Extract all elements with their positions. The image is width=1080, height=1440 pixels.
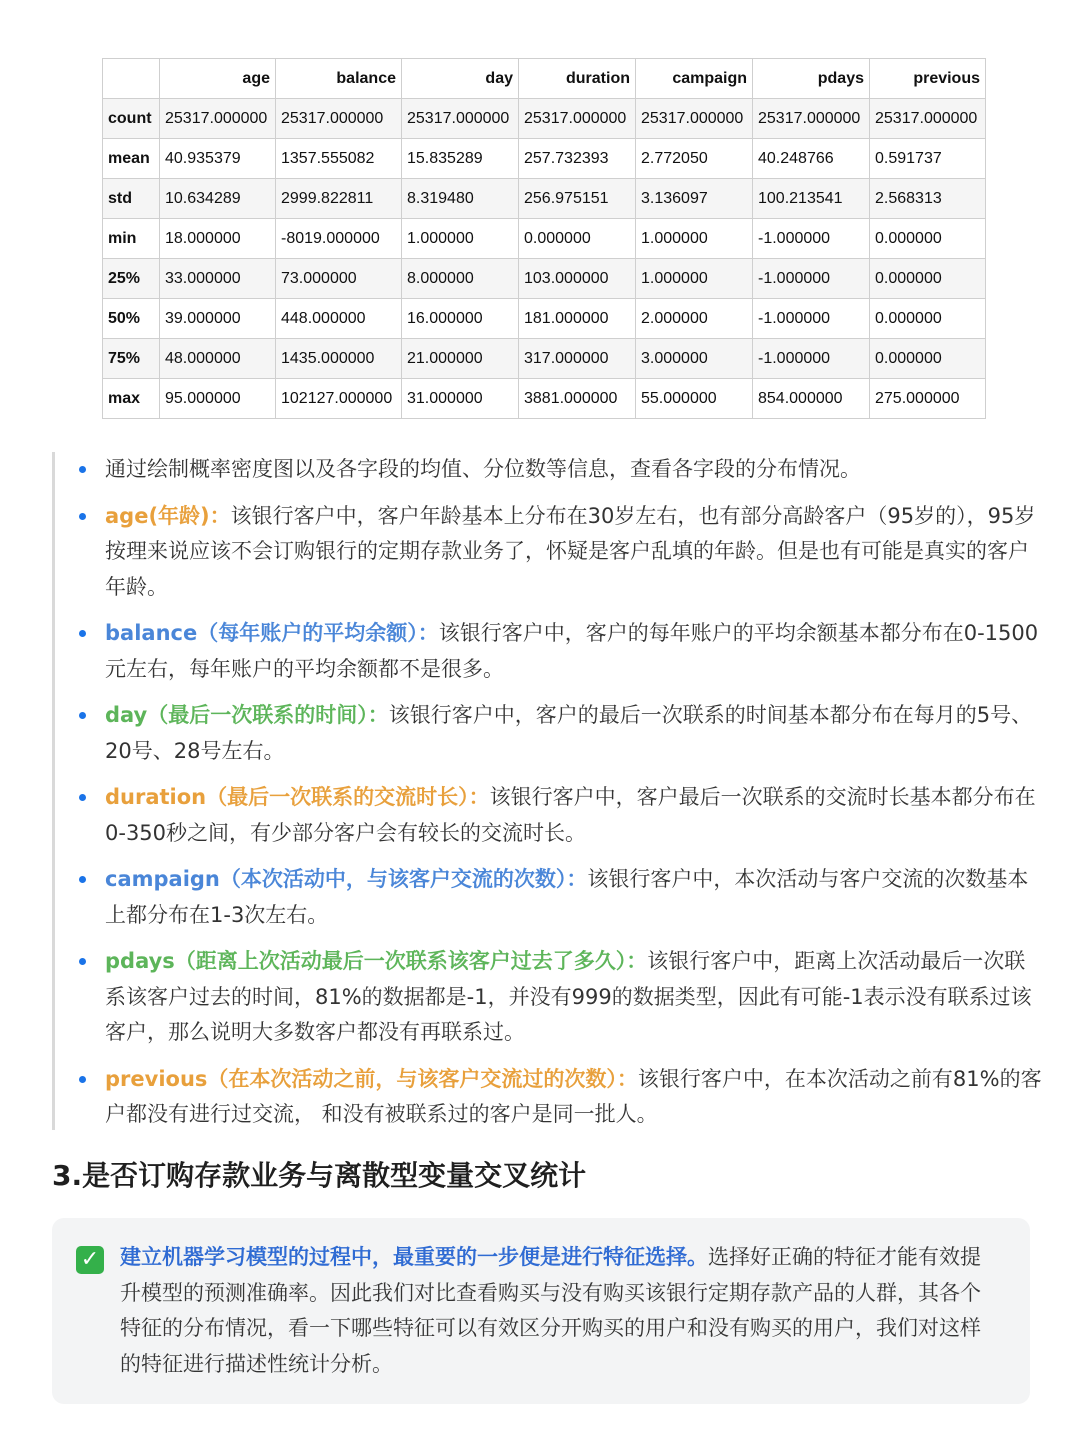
table-cell: 25317.000000 (276, 99, 402, 139)
list-item (55, 780, 1045, 851)
table-row (103, 219, 986, 259)
bullet-dot-icon (79, 513, 86, 520)
table-row (103, 339, 986, 379)
list-item (55, 1062, 1045, 1133)
table-cell: 25317.000000 (870, 99, 986, 139)
bullet-dot-icon (79, 712, 86, 719)
section-title: 3.是否订购存款业务与离散型变量交叉统计 (52, 1159, 587, 1192)
table-cell: 2.772050 (636, 139, 753, 179)
bullet-keyword: pdays（距离上次活动最后一次联系该客户过去了多久）： (105, 949, 648, 973)
table-cell: 0.000000 (870, 219, 986, 259)
list-item (55, 499, 1045, 606)
table-cell: -8019.000000 (276, 219, 402, 259)
row-label: count (103, 99, 160, 139)
table-cell: 1.000000 (636, 219, 753, 259)
bullet-text: 该银行客户中，客户年龄基本上分布在30岁左右，也有部分高龄客户（95岁的），95岁按理来说应该不会订购银行的定期存款业务了，怀疑是客户乱填的年龄。但是也有可能是真实的客户年龄。 (105, 503, 1036, 599)
table-header-cell: duration (519, 59, 636, 99)
list-item (55, 862, 1045, 933)
table-row (103, 299, 986, 339)
table-body (103, 99, 986, 419)
table-cell: 1.000000 (402, 219, 519, 259)
bullet-dot-icon (79, 466, 86, 473)
table-cell: 275.000000 (870, 379, 986, 419)
bullet-text: 该银行客户中，客户的最后一次联系的时间基本都分布在每月的5号、20号、28号左右。 (105, 703, 1033, 763)
bullet-text: 通过绘制概率密度图以及各字段的均值、分位数等信息，查看各字段的分布情况。 (105, 457, 861, 481)
table-cell: 40.935379 (160, 139, 276, 179)
table-cell: 256.975151 (519, 179, 636, 219)
row-label: 75% (103, 339, 160, 379)
table-cell: 100.213541 (753, 179, 870, 219)
table-header-cell (103, 59, 160, 99)
bullet-keyword: duration（最后一次联系的交流时长）： (105, 785, 490, 809)
row-label: 25% (103, 259, 160, 299)
bullet-dot-icon (79, 876, 86, 883)
list-item (55, 944, 1045, 1051)
table-cell: 95.000000 (160, 379, 276, 419)
table-cell: 25317.000000 (753, 99, 870, 139)
bullet-keyword: campaign（本次活动中，与该客户交流的次数）： (105, 867, 588, 891)
table-cell: 448.000000 (276, 299, 402, 339)
bullet-keyword: age(年龄)： (105, 503, 231, 528)
table-cell: 40.248766 (753, 139, 870, 179)
table-cell: 25317.000000 (402, 99, 519, 139)
table-cell: 102127.000000 (276, 379, 402, 419)
table-cell: -1.000000 (753, 299, 870, 339)
table-cell: 3881.000000 (519, 379, 636, 419)
table-cell: -1.000000 (753, 219, 870, 259)
table-cell: 8.319480 (402, 179, 519, 219)
table-header-cell: balance (276, 59, 402, 99)
table-cell: 1.000000 (636, 259, 753, 299)
bullet-keyword: balance（每年账户的平均余额）： (105, 621, 439, 645)
table-cell: 25317.000000 (160, 99, 276, 139)
describe-table (102, 58, 986, 419)
table-cell: 181.000000 (519, 299, 636, 339)
check-mark-icon: ✓ (76, 1246, 104, 1274)
bullet-dot-icon (79, 794, 86, 801)
bullet-text: 该银行客户中，本次活动与客户交流的次数基本上都分布在1-3次左右。 (105, 867, 1029, 927)
table-cell: 1435.000000 (276, 339, 402, 379)
table-cell: 15.835289 (402, 139, 519, 179)
table-row (103, 259, 986, 299)
bullet-text: 该银行客户中，客户最后一次联系的交流时长基本都分布在0-350秒之间，有少部分客户会有较长的交流时长。 (105, 785, 1036, 845)
table-cell: -1.000000 (753, 339, 870, 379)
table-row (103, 179, 986, 219)
row-label: max (103, 379, 160, 419)
table-cell: 10.634289 (160, 179, 276, 219)
bullet-text: 该银行客户中，客户的每年账户的平均余额基本都分布在0-1500元左右，每年账户的平均余额都不是很多。 (105, 621, 1039, 681)
table-cell: 0.591737 (870, 139, 986, 179)
callout-text (120, 1240, 1000, 1382)
row-label: min (103, 219, 160, 259)
table-header-cell: previous (870, 59, 986, 99)
row-label: mean (103, 139, 160, 179)
bullet-keyword: previous（在本次活动之前，与该客户交流过的次数）： (105, 1066, 638, 1091)
table-cell: 317.000000 (519, 339, 636, 379)
analysis-blockquote (52, 452, 1045, 1130)
table-row (103, 379, 986, 419)
callout-lead: 建立机器学习模型的过程中，最重要的一步便是进行特征选择。 (120, 1245, 708, 1269)
table-header-cell: campaign (636, 59, 753, 99)
tip-callout (52, 1218, 1030, 1404)
table-cell: 3.136097 (636, 179, 753, 219)
table-cell: 1357.555082 (276, 139, 402, 179)
table-cell: 16.000000 (402, 299, 519, 339)
table-cell: 3.000000 (636, 339, 753, 379)
table-cell: 39.000000 (160, 299, 276, 339)
table-cell: 2.568313 (870, 179, 986, 219)
table-cell: 0.000000 (519, 219, 636, 259)
bullet-dot-icon (79, 1076, 86, 1083)
bullet-dot-icon (79, 630, 86, 637)
table-header-cell: day (402, 59, 519, 99)
table-header-cell: age (160, 59, 276, 99)
table-cell: 73.000000 (276, 259, 402, 299)
table-cell: -1.000000 (753, 259, 870, 299)
table-cell: 2999.822811 (276, 179, 402, 219)
row-label: std (103, 179, 160, 219)
list-item (55, 698, 1045, 769)
table-cell: 31.000000 (402, 379, 519, 419)
table-row (103, 139, 986, 179)
table-cell: 33.000000 (160, 259, 276, 299)
bullet-dot-icon (79, 958, 86, 965)
table-row (103, 99, 986, 139)
table-cell: 18.000000 (160, 219, 276, 259)
table-cell: 2.000000 (636, 299, 753, 339)
table-cell: 854.000000 (753, 379, 870, 419)
table-cell: 103.000000 (519, 259, 636, 299)
table-cell: 48.000000 (160, 339, 276, 379)
callout-body: 选择好正确的特征才能有效提升模型的预测准确率。因此我们对比查看购买与没有购买该银行定期存款产品的人群，其各个特征的分布情况，看一下哪些特征可以有效区分开购买的用户和没有购买的用户，我们对这样的特征进行描述性统计分析。 (120, 1245, 981, 1376)
bullet-keyword: day（最后一次联系的时间）： (105, 703, 389, 727)
list-item (55, 452, 1045, 488)
table-header-cell: pdays (753, 59, 870, 99)
row-label: 50% (103, 299, 160, 339)
table-cell: 55.000000 (636, 379, 753, 419)
table-cell: 25317.000000 (519, 99, 636, 139)
bullet-text: 该银行客户中，在本次活动之前有81%的客户都没有进行过交流， 和没有被联系过的客户是同一批人。 (105, 1066, 1042, 1126)
analysis-bullet-list (55, 452, 1045, 1133)
table-cell: 0.000000 (870, 299, 986, 339)
table-cell: 25317.000000 (636, 99, 753, 139)
table-header-row (103, 59, 986, 99)
bullet-text: 该银行客户中，距离上次活动最后一次联系该客户过去的时间，81%的数据都是-1，并没有999的数据类型，因此有可能-1表示没有联系过该客户，那么说明大多数客户都没有再联系过。 (105, 949, 1032, 1044)
describe-table-container (102, 58, 986, 419)
table-cell: 257.732393 (519, 139, 636, 179)
table-cell: 8.000000 (402, 259, 519, 299)
table-cell: 0.000000 (870, 339, 986, 379)
table-cell: 21.000000 (402, 339, 519, 379)
table-cell: 0.000000 (870, 259, 986, 299)
list-item (55, 616, 1045, 687)
